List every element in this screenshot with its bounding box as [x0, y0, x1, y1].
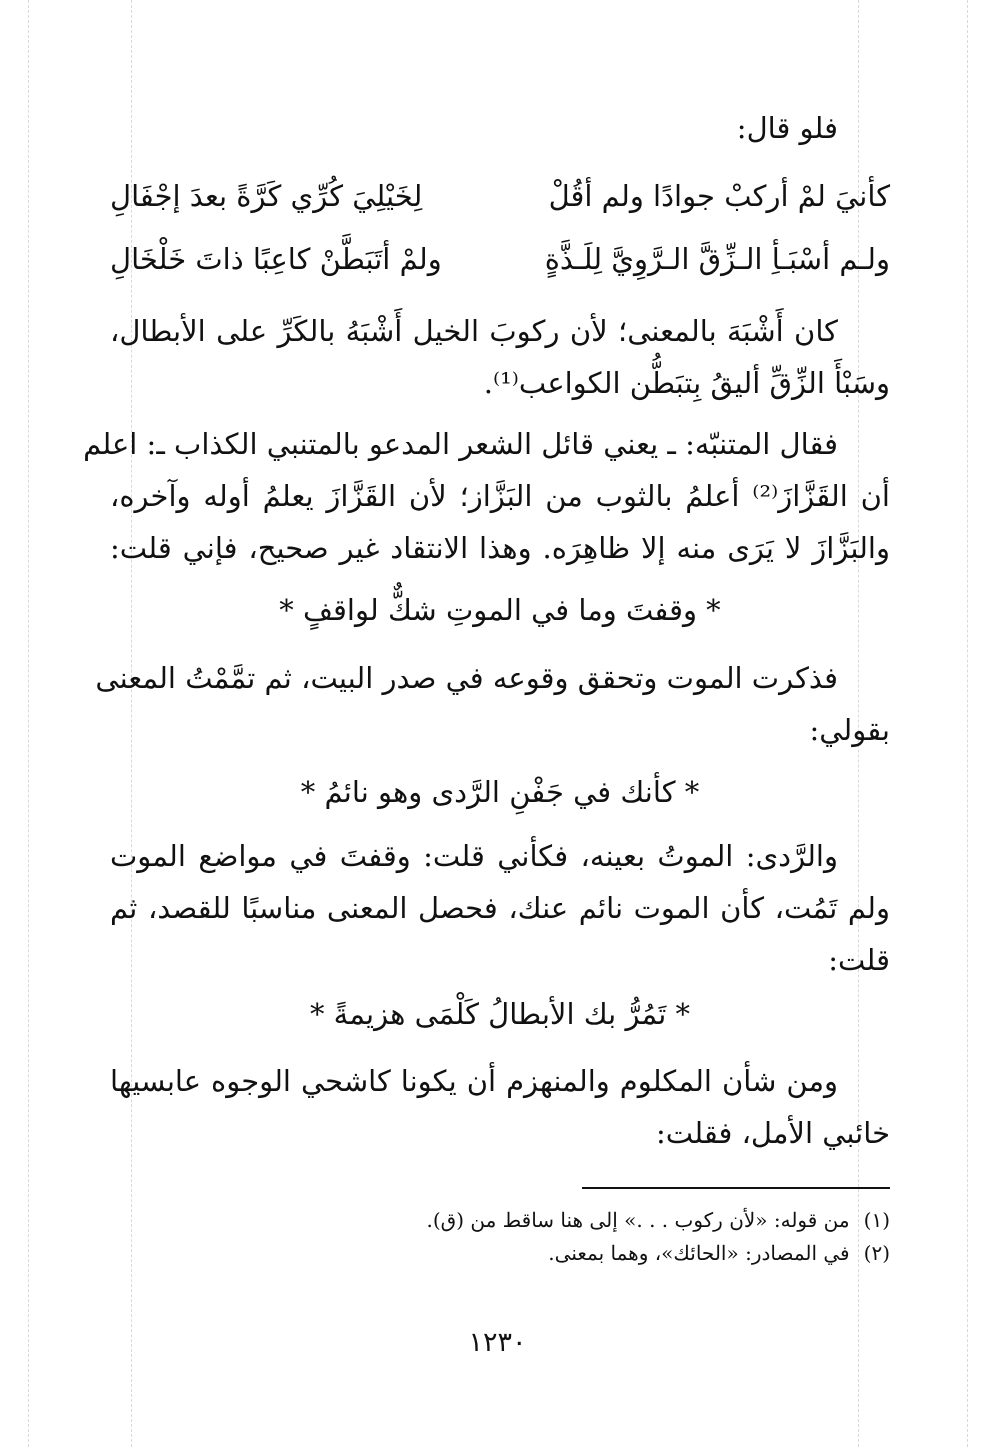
- footnote-2: [300, 1237, 890, 1270]
- paragraph-2: [83, 418, 890, 574]
- verse-row-1: [110, 170, 890, 222]
- paragraph-line: ومن شأن المكلوم والمنهزم أن يكونا كاشحي الوجوه عابسيها: [110, 1064, 838, 1098]
- footnote-separator: [582, 1187, 890, 1189]
- paragraph-line: خائبي الأمل، فقلت:: [655, 1116, 890, 1150]
- page-number: ١٢٣٠: [468, 1327, 527, 1358]
- footnote-number: (٢): [863, 1241, 890, 1265]
- centered-hemistich-3: * تَمُرُّ بك الأبطالُ كَلْمَى هزيمةً *: [309, 997, 691, 1031]
- verse-1-second-hemistich: لِخَيْلِيَ كُرِّي كَرَّةً بعدَ إجْفَالِ: [110, 179, 423, 213]
- verse-2-second-hemistich: ولمْ أتَبَطَّنْ كاعِبًا ذاتَ خَلْخَالِ: [110, 242, 442, 276]
- centered-hemistich-2: * كأنك في جَفْنِ الرَّدى وهو نائمُ *: [300, 775, 700, 809]
- footnote-number: (١): [863, 1208, 890, 1232]
- paragraph-line: أن القَزَّازَ⁽²⁾ أعلمُ بالثوب من البَزَّاز؛ لأن القَزَّازَ يعلمُ أوله وآخره،: [110, 479, 890, 513]
- paragraph-5: [110, 1055, 890, 1159]
- footnote-text: في المصادر: «الحائك»، وهما بمعنى.: [548, 1241, 850, 1265]
- paragraph-line: فقال المتنبّه: ـ يعني قائل الشعر المدعو بالمتنبي الكذاب ـ: اعلم: [83, 427, 838, 461]
- intro-text: فلو قال:: [736, 111, 838, 145]
- verse-row-2: [110, 233, 890, 285]
- paragraph-line: بقولي:: [809, 713, 890, 747]
- footnote-text: من قوله: «لأن ركوب . . .» إلى هنا ساقط من (ق).: [426, 1208, 850, 1232]
- intro-line: [110, 102, 890, 154]
- paragraph-line: كان أَشْبَهَ بالمعنى؛ لأن ركوبَ الخيل أَشْبَهُ بالكَرِّ على الأبطال،: [110, 314, 838, 348]
- paragraph-line: ولم تَمُت، كأن الموت نائم عنك، فحصل المعنى مناسبًا للقصد، ثم: [110, 891, 890, 925]
- footnote-1: [300, 1204, 890, 1237]
- paragraph-3: [95, 652, 890, 756]
- verse-2-first-hemistich: ولـم أسْبَـأِ الـزِّقَّ الـرَّوِيَّ لِلَـذَّةٍ: [544, 242, 890, 276]
- scan-guide-line: [28, 0, 29, 1447]
- paragraph-line: وسَبْأَ الزِّقِّ أليقُ بِتبَطُّن الكواعب⁽¹⁾.: [483, 366, 890, 400]
- paragraph-line: والرَّدى: الموتُ بعينه، فكأني قلت: وقفتَ في مواضع الموت: [110, 839, 838, 873]
- paragraph-1: [110, 305, 890, 409]
- paragraph-4: [110, 830, 890, 986]
- paragraph-line: فذكرت الموت وتحقق وقوعه في صدر البيت، ثم تمَّمْتُ المعنى: [95, 661, 838, 695]
- scan-guide-line: [967, 0, 968, 1447]
- paragraph-line: والبَزَّازَ لا يَرَى منه إلا ظاهِرَه. وهذا الانتقاد غير صحيح، فإني قلت:: [110, 531, 890, 565]
- verse-1-first-hemistich: كأنيَ لمْ أركبْ جوادًا ولم أقُلْ: [548, 179, 890, 213]
- centered-hemistich-1: * وقفتَ وما في الموتِ شكٌّ لواقفٍ *: [279, 593, 721, 627]
- footnotes: [300, 1204, 890, 1270]
- paragraph-line: قلت:: [828, 943, 890, 977]
